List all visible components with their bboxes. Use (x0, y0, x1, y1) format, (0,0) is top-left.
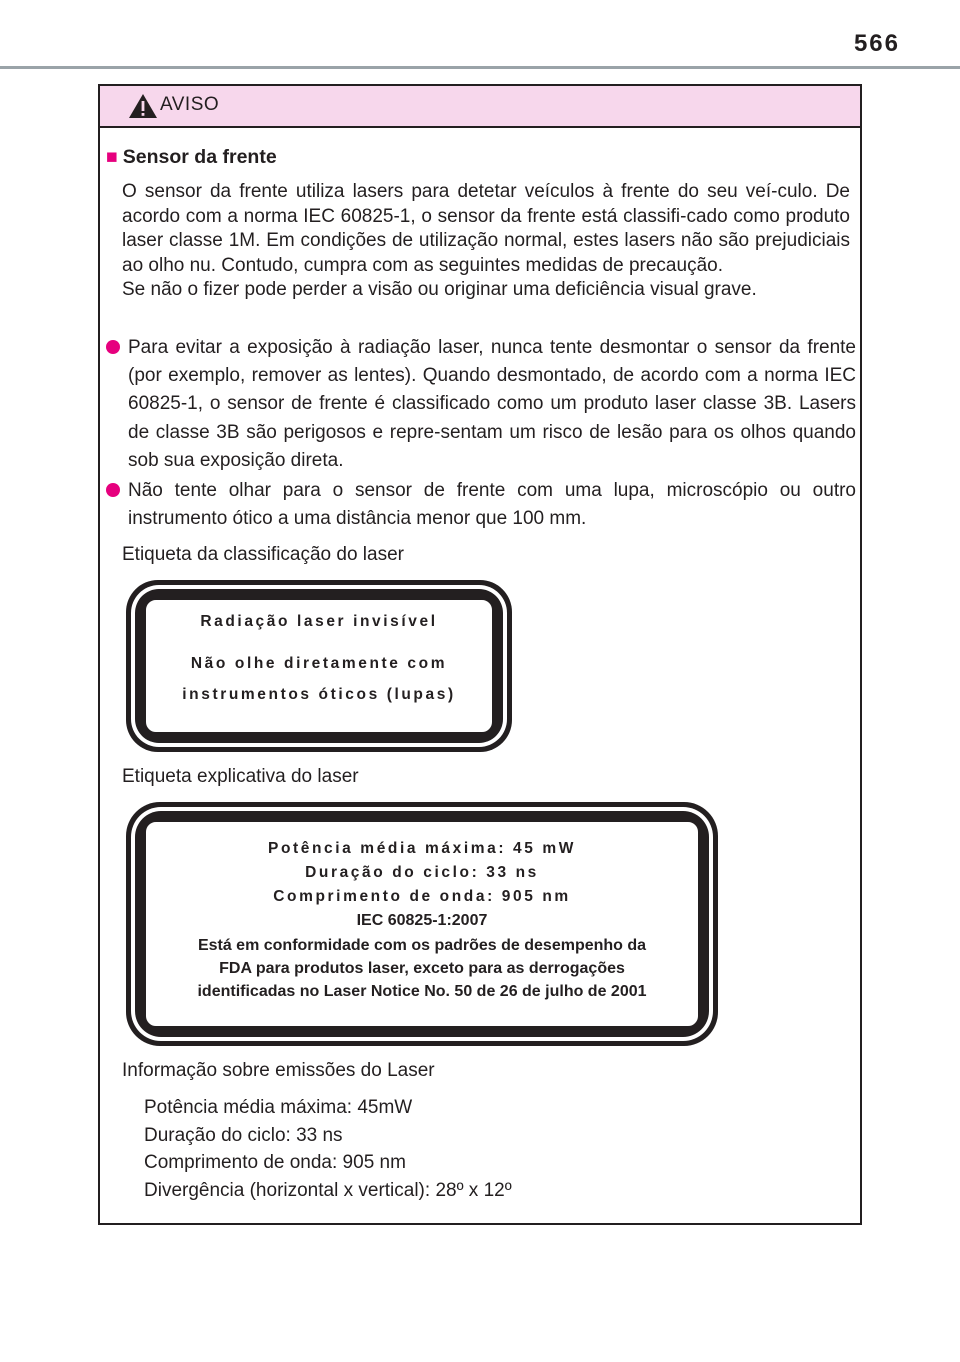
bullet-text: Para evitar a exposição à radiação laser, nunca tente desmontar o sensor da frente (por exemplo, remover as lentes). Quando desmontado, de acordo com a norma IEC 60825-1, o sensor de frente é classificado como um produto laser classe 3B. Lasers de classe 3B são perigosos e repre-sentam um risco de lesão para os olhos quando sob sua exposição direta. (128, 337, 856, 471)
laser-explanatory-label (126, 802, 718, 1046)
bullet-dot-icon (106, 340, 120, 354)
label2-caption: Etiqueta explicativa do laser (122, 766, 359, 787)
label2-line: identificadas no Laser Notice No. 50 de 26 de julho de 2001 (197, 983, 647, 1000)
label1-line: Não olhe diretamente com (190, 655, 448, 672)
warning-triangle-icon (128, 93, 158, 119)
header-rule (0, 66, 960, 69)
bullet-item (106, 334, 856, 475)
label2-line: Duração do ciclo: 33 ns (305, 864, 539, 881)
emission-spec: Duração do ciclo: 33 ns (144, 1124, 343, 1146)
emissions-list (144, 1094, 512, 1204)
warning-box (98, 84, 862, 1225)
emissions-caption: Informação sobre emissões do Laser (122, 1060, 435, 1081)
label2-line: FDA para produtos laser, exceto para as derrogações (219, 960, 625, 977)
emission-spec: Comprimento de onda: 905 nm (144, 1152, 406, 1173)
label2-line: Comprimento de onda: 905 nm (273, 888, 571, 905)
intro-paragraph: O sensor da frente utiliza lasers para detetar veículos à frente do seu veí-culo. De acordo com a norma IEC 60825-1, o sensor da frente está classifi-cado como produto laser classe 1M. Em condições de utilização normal, estes lasers não são prejudiciais ao olho nu. Contudo, cumpra com as seguintes medidas de precaução. (122, 181, 850, 276)
intro-consequence: Se não o fizer pode perder a visão ou originar uma deficiência visual grave. (122, 279, 757, 301)
laser-classification-label (126, 580, 512, 752)
page-number: 566 (853, 30, 900, 57)
bullet-text: Não tente olhar para o sensor de frente com uma lupa, microscópio ou outro instrumento ótico a uma distância menor que 100 mm. (128, 480, 856, 530)
bullet-item (106, 477, 856, 533)
label2-line: Potência média máxima: 45 mW (268, 840, 576, 857)
emission-spec: Potência média máxima: 45mW (144, 1097, 413, 1118)
label2-line: IEC 60825-1:2007 (356, 912, 488, 929)
label2-line: Está em conformidade com os padrões de desempenho da (197, 937, 647, 954)
label1-caption: Etiqueta da classificação do laser (122, 544, 404, 565)
section-title-text: Sensor da frente (122, 146, 277, 168)
label1-line: instrumentos óticos (lupas) (182, 686, 456, 703)
warning-header (100, 86, 860, 128)
emission-spec: Divergência (horizontal x vertical): 28º x 12º (144, 1179, 512, 1201)
label1-line: Radiação laser invisível (200, 613, 438, 630)
bullet-dot-icon (106, 483, 120, 497)
intro-text (122, 180, 850, 303)
square-bullet-icon: ■ (106, 146, 118, 168)
warning-title: AVISO (160, 94, 220, 115)
section-title (106, 146, 277, 169)
